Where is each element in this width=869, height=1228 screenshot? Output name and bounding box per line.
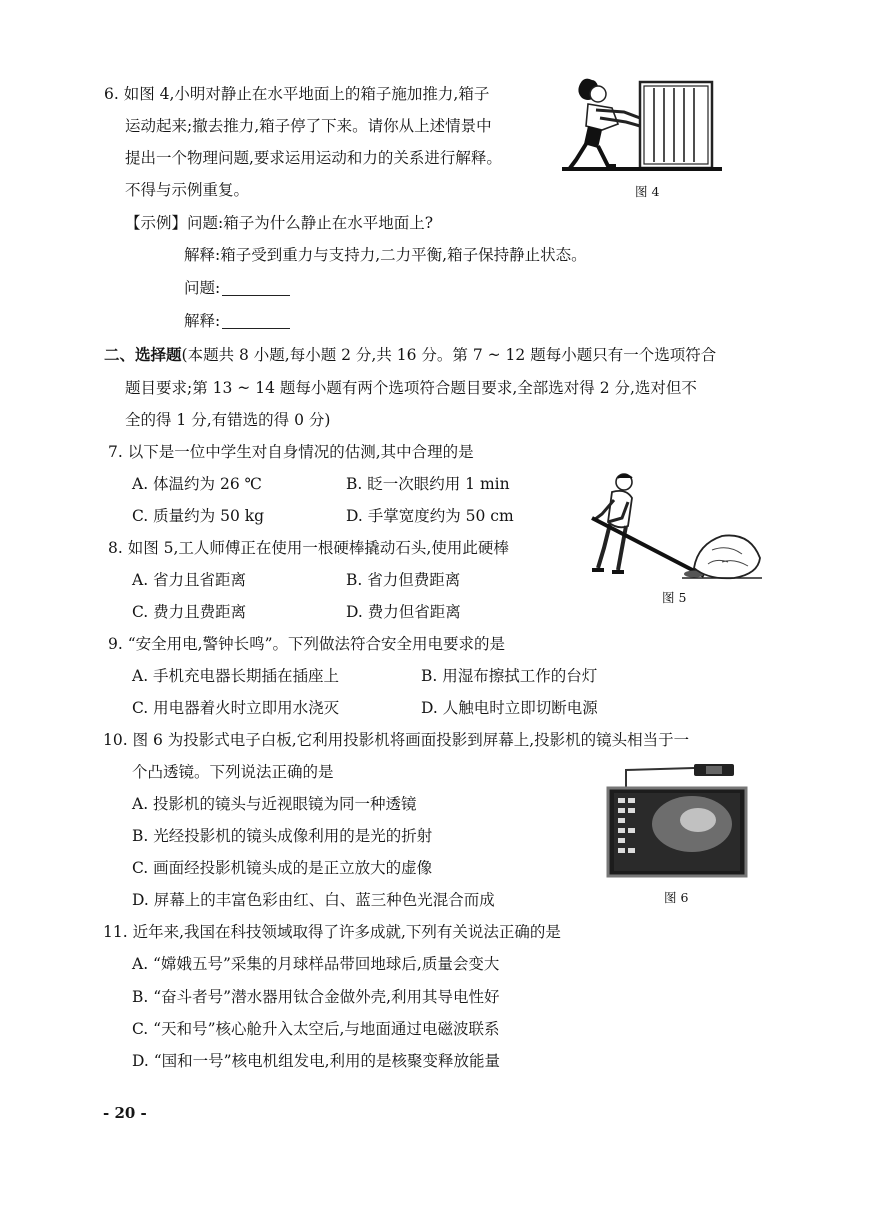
q11-option-d[interactable]: D. “国和一号”核电机组发电,利用的是核聚变释放能量	[132, 1052, 501, 1070]
q6-answer-label: 解释:	[184, 312, 221, 330]
q10-option-d[interactable]: D. 屏幕上的丰富色彩由红、白、蓝三种色光混合而成	[132, 891, 495, 909]
q7-stem: 7. 以下是一位中学生对自身情况的估测,其中合理的是	[108, 443, 474, 461]
figure-6-projection-whiteboard	[602, 762, 750, 880]
q10-option-b[interactable]: B. 光经投影机的镜头成像利用的是光的折射	[132, 827, 433, 845]
q11-stem: 11. 近年来,我国在科技领域取得了许多成就,下列有关说法正确的是	[103, 923, 561, 941]
q6-answer-line	[184, 311, 290, 331]
q11-option-a[interactable]: A. “嫦娥五号”采集的月球样品带回地球后,质量会变大	[132, 955, 500, 973]
q6-example-question: 【示例】问题:箱子为什么静止在水平地面上?	[125, 214, 434, 232]
section-2-intro-line-1: (本题共 8 小题,每小题 2 分,共 16 分。第 7 ~ 12 题每小题只有一个选项符合	[181, 346, 717, 364]
figure-4-boy-pushing-box	[562, 74, 722, 178]
figure-6-caption: 图 6	[664, 890, 689, 905]
q6-question-line	[184, 278, 290, 298]
q9-option-b[interactable]: B. 用湿布擦拭工作的台灯	[421, 667, 598, 685]
q10-stem-line-1: 10. 图 6 为投影式电子白板,它利用投影机将画面投影到屏幕上,投影机的镜头相当于一	[103, 731, 690, 749]
q6-line-2: 运动起来;撤去推力,箱子停了下来。请你从上述情景中	[125, 117, 492, 135]
q9-option-a[interactable]: A. 手机充电器长期插在插座上	[132, 667, 340, 685]
q8-stem: 8. 如图 5,工人师傅正在使用一根硬棒撬动石头,使用此硬棒	[108, 539, 509, 557]
figure-5-worker-lever	[582, 470, 764, 586]
section-2-intro-line-3: 全的得 1 分,有错选的得 0 分)	[125, 411, 331, 429]
q10-stem-line-2: 个凸透镜。下列说法正确的是	[132, 763, 334, 781]
figure-4-caption: 图 4	[635, 184, 660, 199]
q6-example-answer: 解释:箱子受到重力与支持力,二力平衡,箱子保持静止状态。	[184, 246, 587, 264]
q6-line-1: 6. 如图 4,小明对静止在水平地面上的箱子施加推力,箱子	[104, 85, 490, 103]
section-2-intro-line-2: 题目要求;第 13 ~ 14 题每小题有两个选项符合题目要求,全部选对得 2 分,选对但不	[125, 379, 697, 397]
q9-option-c[interactable]: C. 用电器着火时立即用水浇灭	[132, 699, 340, 717]
q6-line-3: 提出一个物理问题,要求运用运动和力的关系进行解释。	[125, 149, 502, 167]
q8-option-d[interactable]: D. 费力但省距离	[346, 603, 461, 621]
q7-option-c[interactable]: C. 质量约为 50 kg	[132, 507, 265, 525]
q9-option-d[interactable]: D. 人触电时立即切断电源	[421, 699, 598, 717]
figure-5-caption: 图 5	[662, 590, 687, 605]
q10-option-c[interactable]: C. 画面经投影机镜头成的是正立放大的虚像	[132, 859, 433, 877]
q6-line-4: 不得与示例重复。	[125, 181, 250, 199]
q11-option-c[interactable]: C. “天和号”核心舱升入太空后,与地面通过电磁波联系	[132, 1020, 500, 1038]
q6-question-blank[interactable]	[222, 281, 290, 296]
q11-option-b[interactable]: B. “奋斗者号”潜水器用钛合金做外壳,利用其导电性好	[132, 988, 500, 1006]
q10-option-a[interactable]: A. 投影机的镜头与近视眼镜为同一种透镜	[132, 795, 417, 813]
q6-question-label: 问题:	[184, 279, 221, 297]
page-number: - 20 -	[103, 1104, 147, 1122]
q9-stem: 9. “安全用电,警钟长鸣”。下列做法符合安全用电要求的是	[108, 635, 505, 653]
q7-option-a[interactable]: A. 体温约为 26 ℃	[132, 475, 262, 493]
q7-option-d[interactable]: D. 手掌宽度约为 50 cm	[346, 507, 514, 525]
q8-option-a[interactable]: A. 省力且省距离	[132, 571, 247, 589]
q8-option-b[interactable]: B. 省力但费距离	[346, 571, 461, 589]
section-2-heading-line	[104, 345, 716, 365]
section-2-heading: 二、选择题	[104, 345, 182, 364]
q7-option-b[interactable]: B. 眨一次眼约用 1 min	[346, 475, 510, 493]
q8-option-c[interactable]: C. 费力且费距离	[132, 603, 247, 621]
q6-answer-blank[interactable]	[222, 314, 290, 329]
